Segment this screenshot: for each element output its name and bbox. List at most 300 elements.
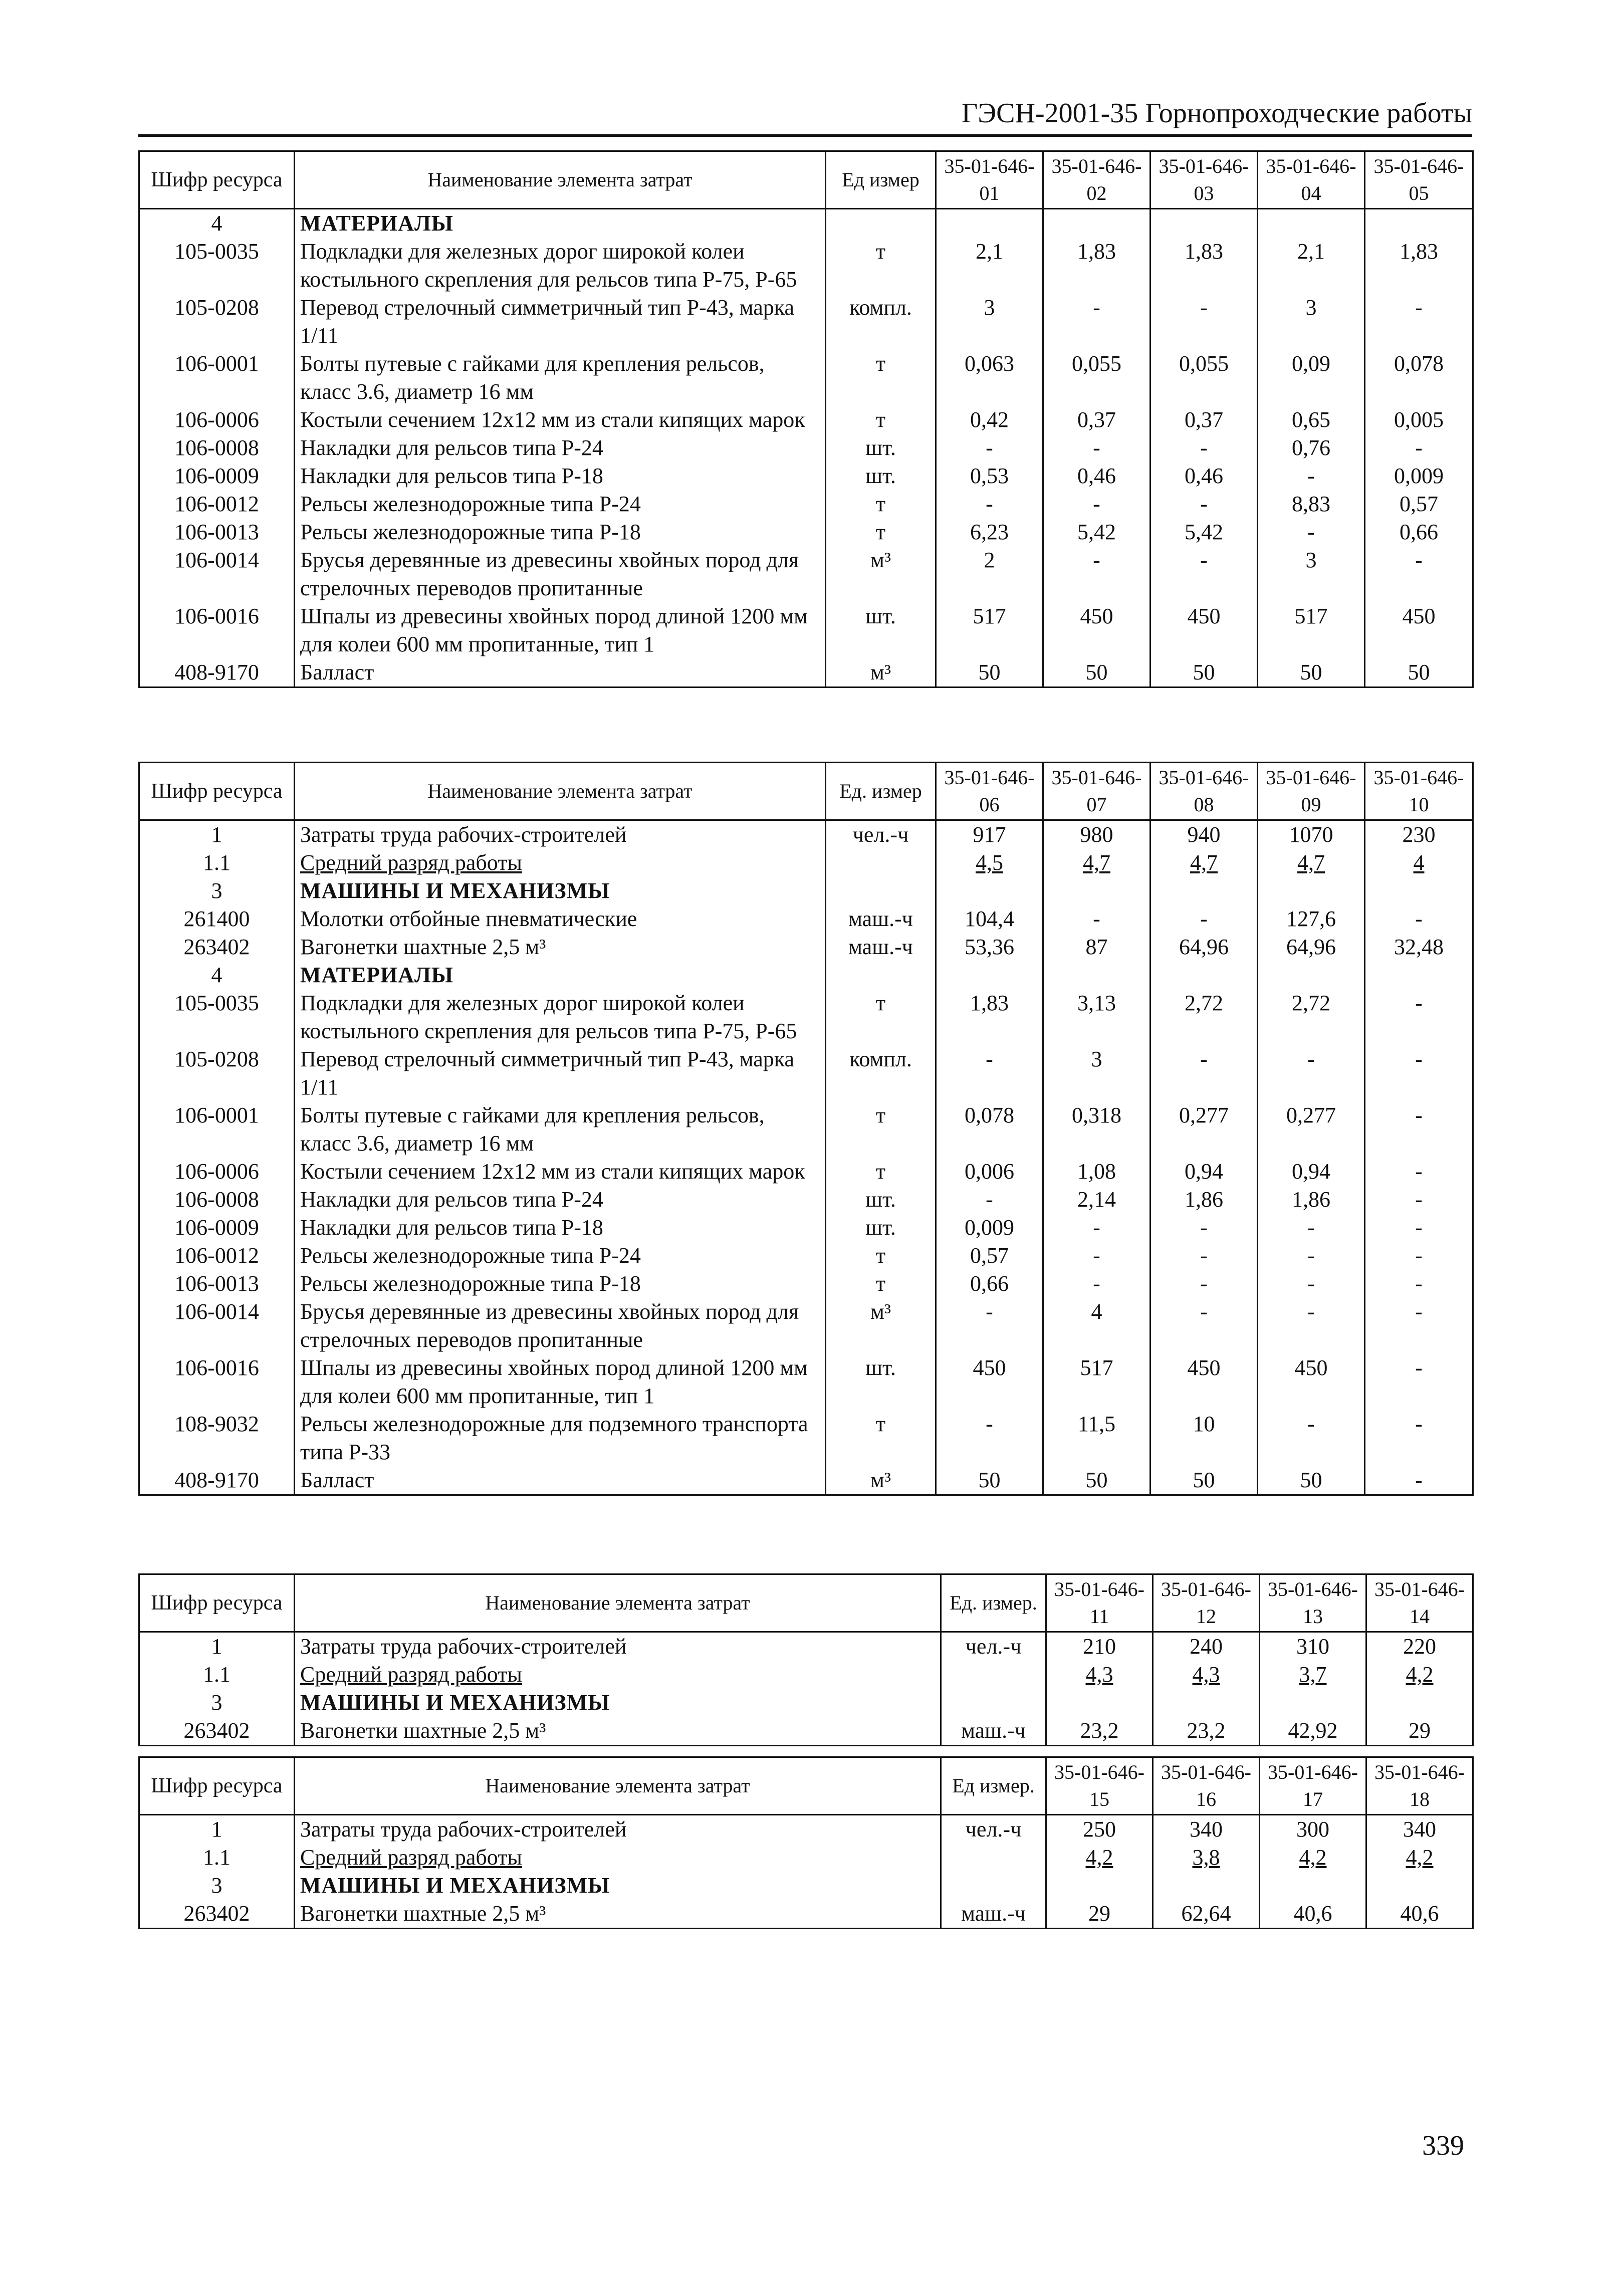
header-unit: Ед измер.: [941, 1757, 1046, 1815]
resource-code: 408-9170: [139, 658, 295, 687]
resource-code: 106-0006: [139, 406, 295, 434]
value-cell: 1,86: [1150, 1186, 1258, 1214]
value-cell: [1150, 961, 1258, 989]
resource-code: 105-0208: [139, 1045, 295, 1101]
value-cell: -: [1365, 1466, 1473, 1495]
resource-name: Шпалы из древесины хвойных пород длиной 1200 мм для колеи 600 мм пропитанные, тип 1: [295, 602, 826, 658]
value-cell: -: [1043, 1214, 1150, 1242]
value-cell: 23,2: [1046, 1717, 1153, 1746]
value-cell: 64,96: [1150, 933, 1258, 961]
value-cell: -: [936, 1298, 1043, 1354]
resource-name: Шпалы из древесины хвойных пород длиной 1200 мм для колеи 600 мм пропитанные, тип 1: [295, 1354, 826, 1410]
header-norm-code: 35-01-646-13: [1260, 1574, 1366, 1632]
resource-table: [138, 150, 1474, 688]
value-cell: 980: [1043, 820, 1150, 849]
value-cell: 0,57: [1365, 490, 1473, 518]
resource-code: 1: [139, 820, 295, 849]
header-name: Наименование элемента затрат: [295, 1757, 941, 1815]
value-cell: 50: [1258, 1466, 1365, 1495]
value-cell: -: [1365, 434, 1473, 462]
value-cell: 8,83: [1258, 490, 1365, 518]
value-cell: -: [1043, 1242, 1150, 1270]
resource-code: 1.1: [139, 1844, 295, 1872]
value-cell: -: [1365, 1045, 1473, 1101]
resource-code: 106-0001: [139, 350, 295, 406]
value-cell: [1366, 1872, 1473, 1900]
resource-code: 3: [139, 1689, 295, 1717]
value-cell: -: [1258, 1410, 1365, 1466]
table-row: [139, 1717, 1473, 1746]
table-row: [139, 961, 1473, 989]
table-row: [139, 1689, 1473, 1717]
unit-cell: т: [826, 518, 936, 546]
value-cell: [1258, 961, 1365, 989]
value-cell: 32,48: [1365, 933, 1473, 961]
table-header-row: [139, 1574, 1473, 1632]
value-cell: -: [1043, 434, 1150, 462]
value-cell: [1365, 877, 1473, 905]
value-cell: 4,2: [1260, 1844, 1366, 1872]
table-row: [139, 350, 1473, 406]
value-cell: [936, 961, 1043, 989]
value-cell: -: [1365, 1214, 1473, 1242]
header-norm-code: 35-01-646-14: [1366, 1574, 1473, 1632]
table-row: [139, 1410, 1473, 1466]
resource-code: 263402: [139, 933, 295, 961]
unit-cell: [826, 849, 936, 877]
unit-cell: т: [826, 1242, 936, 1270]
value-cell: 0,94: [1150, 1158, 1258, 1186]
resource-table: [138, 762, 1474, 1496]
resource-name: Рельсы железнодорожные типа Р-24: [295, 1242, 826, 1270]
value-cell: -: [936, 490, 1043, 518]
unit-cell: м³: [826, 1466, 936, 1495]
value-cell: 29: [1366, 1717, 1473, 1746]
unit-cell: т: [826, 1158, 936, 1186]
unit-cell: маш.-ч: [941, 1717, 1046, 1746]
unit-cell: шт.: [826, 462, 936, 490]
resource-code: 263402: [139, 1900, 295, 1929]
value-cell: [1150, 877, 1258, 905]
header-norm-code: 35-01-646-07: [1043, 763, 1150, 820]
resource-name: Болты путевые с гайками для крепления рельсов, класс 3.6, диаметр 16 мм: [295, 1101, 826, 1158]
unit-cell: чел.-ч: [941, 1815, 1046, 1844]
header-code: Шифр ресурса: [139, 763, 295, 820]
value-cell: 0,37: [1043, 406, 1150, 434]
header-norm-code: 35-01-646-06: [936, 763, 1043, 820]
resource-name: Брусья деревянные из древесины хвойных пород для стрелочных переводов пропитанные: [295, 546, 826, 602]
resource-code: 106-0009: [139, 462, 295, 490]
unit-cell: шт.: [826, 1214, 936, 1242]
table-row: [139, 1815, 1473, 1844]
table-header-row: [139, 763, 1473, 820]
value-cell: [1260, 1689, 1366, 1717]
value-cell: -: [1365, 546, 1473, 602]
value-cell: -: [1258, 462, 1365, 490]
unit-cell: м³: [826, 546, 936, 602]
value-cell: -: [1043, 490, 1150, 518]
value-cell: 0,078: [1365, 350, 1473, 406]
unit-cell: т: [826, 350, 936, 406]
unit-cell: маш.-ч: [826, 933, 936, 961]
table-row: [139, 1872, 1473, 1900]
table-row: [139, 1900, 1473, 1929]
resource-code: 3: [139, 877, 295, 905]
value-cell: 0,005: [1365, 406, 1473, 434]
resource-code: 1: [139, 1632, 295, 1661]
unit-cell: чел.-ч: [826, 820, 936, 849]
value-cell: 450: [1258, 1354, 1365, 1410]
header-code: Шифр ресурса: [139, 1574, 295, 1632]
value-cell: 50: [1150, 1466, 1258, 1495]
table-row: [139, 238, 1473, 294]
document-title: ГЭСН-2001-35 Горнопроходческие работы: [961, 98, 1472, 129]
value-cell: 0,277: [1150, 1101, 1258, 1158]
value-cell: 0,66: [936, 1270, 1043, 1298]
table-row: [139, 1214, 1473, 1242]
value-cell: [1365, 961, 1473, 989]
value-cell: 50: [936, 658, 1043, 687]
value-cell: 0,063: [936, 350, 1043, 406]
unit-cell: компл.: [826, 294, 936, 350]
resource-name: Средний разряд работы: [295, 1844, 941, 1872]
resource-name: Балласт: [295, 658, 826, 687]
value-cell: -: [1150, 1242, 1258, 1270]
value-cell: 450: [1150, 602, 1258, 658]
value-cell: [1043, 877, 1150, 905]
table-row: [139, 434, 1473, 462]
value-cell: 2,72: [1258, 989, 1365, 1045]
value-cell: [936, 209, 1043, 238]
value-cell: -: [936, 1186, 1043, 1214]
value-cell: 0,277: [1258, 1101, 1365, 1158]
value-cell: 300: [1260, 1815, 1366, 1844]
value-cell: -: [1365, 905, 1473, 933]
value-cell: [1046, 1689, 1153, 1717]
resource-code: 106-0012: [139, 490, 295, 518]
unit-cell: шт.: [826, 434, 936, 462]
resource-code: 106-0012: [139, 1242, 295, 1270]
resource-name: Средний разряд работы: [295, 849, 826, 877]
resource-name: Подкладки для железных дорог широкой колеи костыльного скрепления для рельсов типа Р-75, Р-65: [295, 989, 826, 1045]
value-cell: 127,6: [1258, 905, 1365, 933]
value-cell: -: [1365, 1158, 1473, 1186]
table-row: [139, 294, 1473, 350]
value-cell: 1,83: [1043, 238, 1150, 294]
value-cell: -: [936, 1410, 1043, 1466]
unit-cell: [941, 1844, 1046, 1872]
unit-cell: шт.: [826, 1354, 936, 1410]
header-name: Наименование элемента затрат: [295, 763, 826, 820]
header-code: Шифр ресурса: [139, 151, 295, 209]
value-cell: 0,009: [1365, 462, 1473, 490]
value-cell: 4,7: [1258, 849, 1365, 877]
value-cell: 0,46: [1150, 462, 1258, 490]
resource-code: 106-0001: [139, 1101, 295, 1158]
resource-name: Подкладки для железных дорог широкой колеи костыльного скрепления для рельсов типа Р-75, Р-65: [295, 238, 826, 294]
value-cell: 2,1: [936, 238, 1043, 294]
header-norm-code: 35-01-646-16: [1153, 1757, 1260, 1815]
unit-cell: маш.-ч: [941, 1900, 1046, 1929]
table-header-row: [139, 151, 1473, 209]
value-cell: -: [1258, 518, 1365, 546]
value-cell: 40,6: [1366, 1900, 1473, 1929]
value-cell: 1070: [1258, 820, 1365, 849]
header-norm-code: 35-01-646-10: [1365, 763, 1473, 820]
resource-code: 106-0016: [139, 602, 295, 658]
value-cell: 0,006: [936, 1158, 1043, 1186]
table-row: [139, 1186, 1473, 1214]
resource-code: 106-0009: [139, 1214, 295, 1242]
value-cell: -: [1365, 989, 1473, 1045]
unit-cell: чел.-ч: [941, 1632, 1046, 1661]
value-cell: -: [1150, 1270, 1258, 1298]
table-row: [139, 602, 1473, 658]
value-cell: 250: [1046, 1815, 1153, 1844]
unit-cell: [826, 961, 936, 989]
unit-cell: [941, 1661, 1046, 1689]
resource-code: 105-0208: [139, 294, 295, 350]
value-cell: 0,009: [936, 1214, 1043, 1242]
table-row: [139, 546, 1473, 602]
value-cell: 917: [936, 820, 1043, 849]
resource-name: Брусья деревянные из древесины хвойных пород для стрелочных переводов пропитанные: [295, 1298, 826, 1354]
table-row: [139, 849, 1473, 877]
value-cell: 4,7: [1150, 849, 1258, 877]
table-row: [139, 1270, 1473, 1298]
unit-cell: шт.: [826, 602, 936, 658]
section-title: МАТЕРИАЛЫ: [295, 209, 826, 238]
value-cell: 0,055: [1150, 350, 1258, 406]
resource-code: 1.1: [139, 1661, 295, 1689]
value-cell: -: [1365, 294, 1473, 350]
resource-name: Накладки для рельсов типа Р-18: [295, 1214, 826, 1242]
value-cell: [1366, 1689, 1473, 1717]
value-cell: 3: [936, 294, 1043, 350]
value-cell: 50: [1150, 658, 1258, 687]
value-cell: 0,078: [936, 1101, 1043, 1158]
value-cell: 50: [1043, 658, 1150, 687]
header-name: Наименование элемента затрат: [295, 1574, 941, 1632]
resource-code: 106-0006: [139, 1158, 295, 1186]
table-header-row: [139, 1757, 1473, 1815]
value-cell: 450: [1150, 1354, 1258, 1410]
resource-name: Затраты труда рабочих-строителей: [295, 1815, 941, 1844]
value-cell: -: [936, 1045, 1043, 1101]
resource-name: Перевод стрелочный симметричный тип Р-43, марка 1/11: [295, 294, 826, 350]
resource-code: 106-0014: [139, 546, 295, 602]
resource-code: 408-9170: [139, 1466, 295, 1495]
resource-table: [138, 1756, 1474, 1929]
value-cell: [1258, 209, 1365, 238]
value-cell: 1,83: [1365, 238, 1473, 294]
resource-name: Костыли сечением 12х12 мм из стали кипящих марок: [295, 406, 826, 434]
value-cell: 87: [1043, 933, 1150, 961]
value-cell: 11,5: [1043, 1410, 1150, 1466]
value-cell: 5,42: [1150, 518, 1258, 546]
unit-cell: т: [826, 406, 936, 434]
unit-cell: [941, 1872, 1046, 1900]
value-cell: 0,318: [1043, 1101, 1150, 1158]
resource-name: Накладки для рельсов типа Р-24: [295, 434, 826, 462]
unit-cell: [826, 877, 936, 905]
value-cell: [1150, 209, 1258, 238]
resource-name: Молотки отбойные пневматические: [295, 905, 826, 933]
header-norm-code: 35-01-646-01: [936, 151, 1043, 209]
value-cell: 64,96: [1258, 933, 1365, 961]
value-cell: -: [1043, 905, 1150, 933]
section-title: МАТЕРИАЛЫ: [295, 961, 826, 989]
value-cell: 2,1: [1258, 238, 1365, 294]
header-unit: Ед. измер.: [941, 1574, 1046, 1632]
value-cell: 2,72: [1150, 989, 1258, 1045]
value-cell: 2,14: [1043, 1186, 1150, 1214]
resource-code: 261400: [139, 905, 295, 933]
value-cell: -: [1150, 905, 1258, 933]
table-row: [139, 1661, 1473, 1689]
value-cell: 4,2: [1366, 1661, 1473, 1689]
unit-cell: маш.-ч: [826, 905, 936, 933]
resource-code: 1: [139, 1815, 295, 1844]
resource-code: 3: [139, 1872, 295, 1900]
table-row: [139, 989, 1473, 1045]
resource-code: 106-0014: [139, 1298, 295, 1354]
header-norm-code: 35-01-646-15: [1046, 1757, 1153, 1815]
value-cell: 29: [1046, 1900, 1153, 1929]
value-cell: [1043, 961, 1150, 989]
section-title: МАШИНЫ И МЕХАНИЗМЫ: [295, 1689, 941, 1717]
unit-cell: м³: [826, 1298, 936, 1354]
value-cell: 220: [1366, 1632, 1473, 1661]
table-row: [139, 905, 1473, 933]
value-cell: 10: [1150, 1410, 1258, 1466]
value-cell: 3: [1258, 546, 1365, 602]
resource-code: 1.1: [139, 849, 295, 877]
value-cell: 0,055: [1043, 350, 1150, 406]
value-cell: -: [1150, 490, 1258, 518]
value-cell: 210: [1046, 1632, 1153, 1661]
value-cell: -: [1258, 1242, 1365, 1270]
value-cell: [1153, 1872, 1260, 1900]
header-norm-code: 35-01-646-09: [1258, 763, 1365, 820]
value-cell: 4: [1043, 1298, 1150, 1354]
value-cell: [936, 877, 1043, 905]
value-cell: 4,7: [1043, 849, 1150, 877]
value-cell: -: [1150, 546, 1258, 602]
value-cell: -: [1258, 1298, 1365, 1354]
resource-name: Вагонетки шахтные 2,5 м³: [295, 1900, 941, 1929]
table-row: [139, 1466, 1473, 1495]
section-title: МАШИНЫ И МЕХАНИЗМЫ: [295, 1872, 941, 1900]
value-cell: 4,2: [1366, 1844, 1473, 1872]
value-cell: [1365, 209, 1473, 238]
value-cell: 3: [1258, 294, 1365, 350]
value-cell: [1260, 1872, 1366, 1900]
resource-code: 106-0008: [139, 1186, 295, 1214]
header-unit: Ед. измер: [826, 763, 936, 820]
value-cell: 0,66: [1365, 518, 1473, 546]
header-norm-code: 35-01-646-18: [1366, 1757, 1473, 1815]
value-cell: -: [1365, 1242, 1473, 1270]
value-cell: -: [1150, 294, 1258, 350]
value-cell: -: [1258, 1214, 1365, 1242]
resource-name: Накладки для рельсов типа Р-18: [295, 462, 826, 490]
value-cell: -: [1043, 1270, 1150, 1298]
resource-code: 4: [139, 961, 295, 989]
resource-code: 106-0013: [139, 518, 295, 546]
resource-code: 105-0035: [139, 989, 295, 1045]
table-row: [139, 1844, 1473, 1872]
section-title: МАШИНЫ И МЕХАНИЗМЫ: [295, 877, 826, 905]
value-cell: -: [1258, 1270, 1365, 1298]
value-cell: -: [1365, 1410, 1473, 1466]
resource-name: Рельсы железнодорожные типа Р-18: [295, 1270, 826, 1298]
value-cell: [1258, 877, 1365, 905]
header-norm-code: 35-01-646-03: [1150, 151, 1258, 209]
value-cell: 50: [1365, 658, 1473, 687]
value-cell: -: [1150, 1045, 1258, 1101]
value-cell: 230: [1365, 820, 1473, 849]
resource-code: 263402: [139, 1717, 295, 1746]
table-row: [139, 1045, 1473, 1101]
value-cell: 3,8: [1153, 1844, 1260, 1872]
unit-cell: т: [826, 989, 936, 1045]
value-cell: 450: [1365, 602, 1473, 658]
resource-table: [138, 1573, 1474, 1746]
value-cell: 0,53: [936, 462, 1043, 490]
table-row: [139, 406, 1473, 434]
value-cell: 0,37: [1150, 406, 1258, 434]
value-cell: 23,2: [1153, 1717, 1260, 1746]
value-cell: 517: [1258, 602, 1365, 658]
value-cell: -: [1258, 1045, 1365, 1101]
header-norm-code: 35-01-646-05: [1365, 151, 1473, 209]
value-cell: 0,65: [1258, 406, 1365, 434]
value-cell: -: [1150, 1214, 1258, 1242]
value-cell: -: [1043, 294, 1150, 350]
value-cell: 0,94: [1258, 1158, 1365, 1186]
table-row: [139, 1158, 1473, 1186]
resource-name: Рельсы железнодорожные типа Р-18: [295, 518, 826, 546]
table-row: [139, 518, 1473, 546]
table-row: [139, 1242, 1473, 1270]
resource-name: Болты путевые с гайками для крепления рельсов, класс 3.6, диаметр 16 мм: [295, 350, 826, 406]
resource-name: Затраты труда рабочих-строителей: [295, 1632, 941, 1661]
value-cell: 4,3: [1153, 1661, 1260, 1689]
value-cell: 104,4: [936, 905, 1043, 933]
value-cell: -: [1365, 1186, 1473, 1214]
value-cell: 0,46: [1043, 462, 1150, 490]
header-norm-code: 35-01-646-12: [1153, 1574, 1260, 1632]
value-cell: 62,64: [1153, 1900, 1260, 1929]
value-cell: -: [1365, 1270, 1473, 1298]
value-cell: 4: [1365, 849, 1473, 877]
resource-name: Рельсы железнодорожные типа Р-24: [295, 490, 826, 518]
value-cell: 4,5: [936, 849, 1043, 877]
table-row: [139, 1632, 1473, 1661]
value-cell: 53,36: [936, 933, 1043, 961]
table-row: [139, 820, 1473, 849]
value-cell: 310: [1260, 1632, 1366, 1661]
header-norm-code: 35-01-646-11: [1046, 1574, 1153, 1632]
header-norm-code: 35-01-646-02: [1043, 151, 1150, 209]
header-norm-code: 35-01-646-08: [1150, 763, 1258, 820]
value-cell: 50: [1258, 658, 1365, 687]
table-row: [139, 1101, 1473, 1158]
value-cell: 240: [1153, 1632, 1260, 1661]
table-row: [139, 1354, 1473, 1410]
value-cell: 0,09: [1258, 350, 1365, 406]
